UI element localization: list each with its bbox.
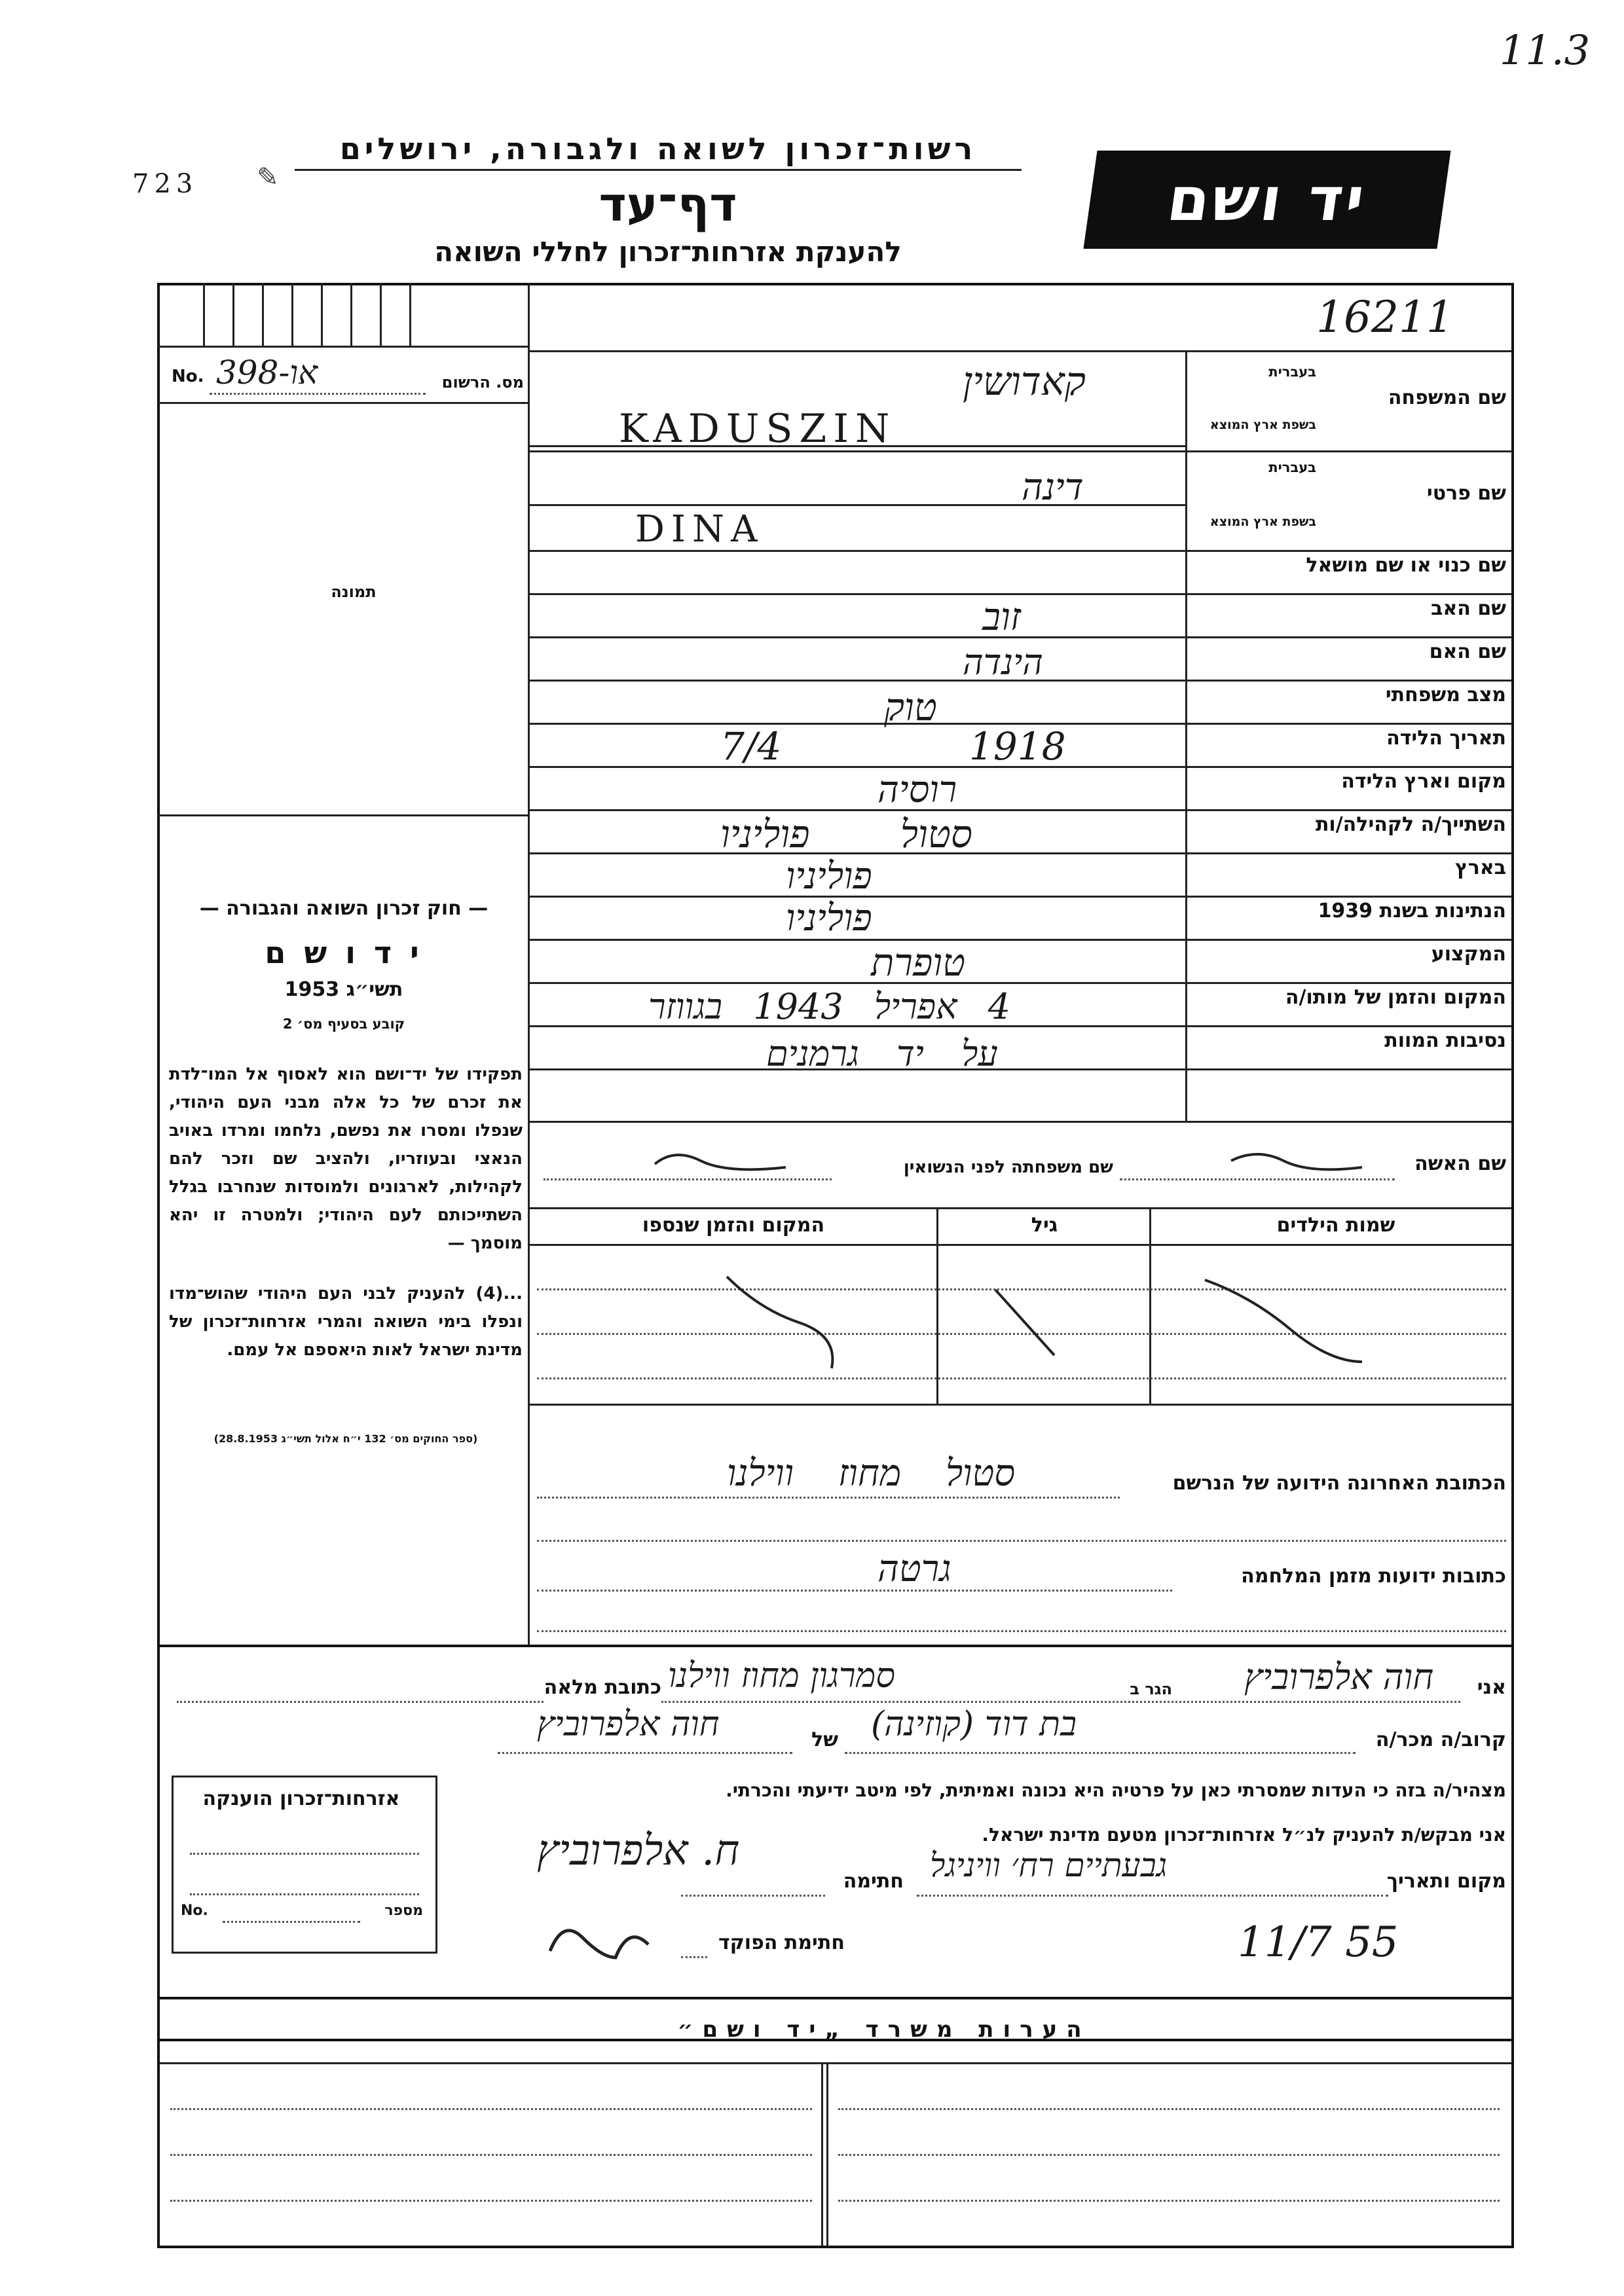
children-names-dash [1198, 1270, 1369, 1375]
circumstances-label: נסיבות המוות [1384, 1029, 1506, 1052]
form-number: 16211 [1316, 292, 1454, 342]
death-label: המקום והזמן של מותו/ה [1285, 986, 1506, 1009]
community: סטול פוליניו [720, 812, 972, 856]
country-label: בארץ [1454, 856, 1506, 879]
lang-hebrew-label-2: בעברית [1268, 460, 1316, 475]
mother-name: הינדה [963, 642, 1043, 683]
official-signature-label: חתימת הפוקד [718, 1931, 845, 1954]
office-notes-title: הערות משרד „יד ושם״ [677, 2016, 1091, 2043]
war-address-label: כתובות ידועות מזמן המלחמה [1241, 1565, 1506, 1588]
lang-hebrew-label-1: בעברית [1268, 364, 1316, 380]
marital-status: טוק [884, 685, 937, 729]
family-name-original: KADUSZIN [619, 406, 896, 452]
marital-label: מצב משפחתי [1385, 683, 1506, 706]
page-title: דף־עד [599, 177, 737, 232]
lang-origin-label-1: בשפת ארץ המוצא [1209, 418, 1316, 432]
law-year: תשי״ג 1953 [284, 978, 403, 1001]
death-place-time: 4 אפריל 1943 בגווזר [648, 986, 1011, 1027]
reg-number-value: 39או-8 [216, 354, 318, 392]
nickname-label: שם כנוי או שם מושאל [1306, 554, 1506, 577]
law-heading: — חוק זכרון השואה והגבורה — [199, 897, 489, 920]
relative-label: קרוב/ה מכר/ה [1375, 1728, 1506, 1751]
law-source: (ספר החוקים מס׳ 132 י״ח אלול תשי״ג 28.8.1953) [213, 1432, 478, 1445]
award-no-label: No. [181, 1903, 208, 1919]
reg-label: מס. הרשום [441, 373, 524, 392]
declarant-i-label: אני [1477, 1676, 1506, 1699]
children-age-header: גיל [1031, 1214, 1058, 1237]
wife-label: שם האשה [1414, 1152, 1506, 1175]
father-name: זוב [982, 594, 1021, 639]
country: פוליניו [786, 855, 872, 898]
official-signature-mark [537, 1912, 655, 1984]
first-name-original: DINA [635, 508, 764, 551]
birthplace: רוסיה [877, 769, 957, 811]
declarant-name: חוה אלפרוביץ [1244, 1656, 1434, 1698]
declarant-signature: ח. אלפרוביץ [537, 1827, 740, 1875]
last-address-label: הכתובת האחרונה הידועה של הנרשם [1172, 1472, 1506, 1495]
declarant-residence: סמרגון מחוז ווילנו [668, 1656, 895, 1696]
birthdate-label: תאריך הלידה [1386, 727, 1506, 750]
children-place-dash [720, 1270, 838, 1375]
yad-vashem-logo: יד ושם [1083, 151, 1450, 249]
birthdate-year: 1918 [969, 724, 1066, 769]
first-name-label: שם פרטי [1426, 482, 1506, 505]
page-subtitle: להענקת אזרחות־זכרון לחללי השואה [434, 236, 902, 268]
mother-label: שם האם [1429, 640, 1506, 663]
award-box-title: אזרחות־זכרון הוענקה [202, 1787, 400, 1810]
request-text: אני מבקש/ת להעניק לנ״ל אזרחות־זכרון מטעם מדינת ישראל. [982, 1824, 1506, 1846]
community-label: השתייך/ה לקהילה/ות [1315, 813, 1506, 836]
father-label: שם האב [1431, 597, 1506, 620]
first-name-hebrew: דינה [1022, 466, 1084, 509]
relation: בת דוד (קוזינה) [871, 1705, 1077, 1744]
relative-of-name: חוה אלפרוביץ [537, 1705, 720, 1744]
wife-dash-mark-1 [648, 1144, 792, 1184]
last-address: סטול מחוז ווילנו [727, 1452, 1016, 1495]
law-text-1: תפקידו של יד־ושם הוא לאסוף אל המו־לדת את זכרם של כל אלה מבני העם היהודי, שנפלו ומסרו את נפשם, נלחמו ומרדו באויב הנאצי ובעוזריו, ולהציב שם וזכר להם לקהילות, לארגונים ולמוסדות שנחרבו בגלל השתייכותם לעם היהודי; ולמטרה זו יהא מוסמך — [169, 1065, 523, 1253]
birthplace-label: מקום וארץ הלידה [1341, 770, 1506, 793]
place-and-date: גבעתיים רח׳ וויניגל [930, 1846, 1168, 1884]
citizenship: פוליניו [786, 897, 872, 939]
children-place-header: המקום והזמן שנספו [642, 1214, 825, 1237]
children-age-dash [982, 1283, 1080, 1362]
family-name-label: שם המשפחה [1388, 386, 1506, 409]
profession-label: המקצוע [1431, 943, 1506, 966]
birthdate-day: 7/4 [720, 724, 782, 769]
full-address-label: כתובת מלאה [544, 1676, 661, 1699]
photo-label: תמונה [331, 583, 377, 601]
of-label: של [811, 1728, 838, 1751]
law-text-2: ...(4) להעניק לבני העם היהודי שהוש־מדו ונפלו בימי השואה והמרי אזרחות־זכרון של מדינת ישראל לאות היאספם אל עמם. [169, 1284, 523, 1360]
declaration-date: 11/7 55 [1238, 1918, 1399, 1967]
family-name-hebrew: קאדושין [963, 359, 1086, 405]
law-clause: קובע בסעיף מס׳ 2 [282, 1016, 405, 1032]
award-number-label: מספר [384, 1903, 423, 1919]
signature-label: חתימה [843, 1870, 904, 1893]
declaration-text: מצהיר/ה בזה כי העדות שמסרתי כאן על פרטיה היא נכונה ואמיתית, לפי מיטב ידיעתי והכרתי. [726, 1779, 1506, 1801]
place-date-label: מקום ותאריך [1386, 1870, 1506, 1893]
document-number: 723 [132, 169, 198, 199]
authority-line: רשות־זכרון לשואה ולגבורה, ירושלים [339, 131, 977, 166]
wife-dash-mark-2 [1225, 1144, 1369, 1184]
lang-origin-label-2: בשפת ארץ המוצא [1209, 515, 1316, 529]
wife-maiden-label: שם משפחתה לפני הנשואין [903, 1157, 1113, 1177]
death-circumstances: על יד גרמנים [766, 1033, 998, 1074]
citizenship-label: הנתינות בשנת 1939 [1318, 900, 1506, 922]
stamp-mark-icon: ✎ [257, 162, 279, 192]
profession: טופרת [871, 940, 966, 985]
children-names-header: שמות הילדים [1276, 1214, 1395, 1237]
reg-no-label: No. [172, 367, 204, 386]
law-name: י ד ו ש ם [265, 935, 423, 970]
resides-label: הגר ב [1130, 1680, 1172, 1698]
corner-note: 11.3 [1500, 26, 1591, 74]
war-address: גרטה [877, 1548, 951, 1590]
